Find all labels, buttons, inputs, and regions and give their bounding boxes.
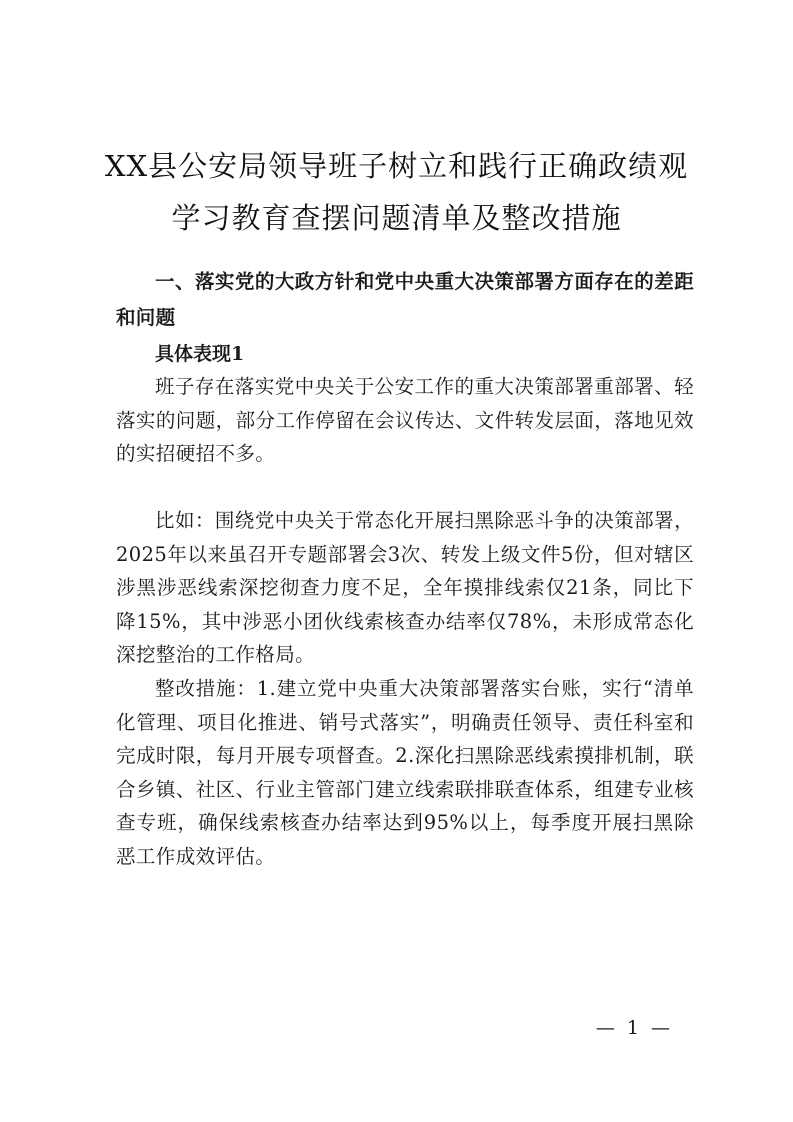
section-heading: 一、落实党的大政方针和党中央重大决策部署方面存在的差距和问题 (116, 270, 694, 329)
paragraph-problem: 班子存在落实党中央关于公安工作的重大决策部署重部署、轻落实的问题，部分工作停留在会议传达、文件转发层面，落地见效的实招硬招不多。 (116, 375, 694, 465)
paragraph-rectification: 整改措施：1.建立党中央重大决策部署落实台账，实行“清单化管理、项目化推进、销号式落实”，明确责任领导、责任科室和完成时限，每月开展专项督查。2.深化扫黑除恶线索摸排机制，联合乡镇、社区、行业主管部门建立线索联排联查体系，组建专业核查专班，确保线索核查办结率达到95%以上，每季度开展扫黑除恶工作成效评估。 (116, 677, 694, 868)
paragraph-example: 比如：围绕党中央关于常态化开展扫黑除恶斗争的决策部署，2025年以来虽召开专题部署会3次、转发上级文件5份，但对辖区涉黑涉恶线索深挖彻查力度不足，全年摸排线索仅21条，同比下降15%，其中涉恶小团伙线索核查办结率仅78%，未形成常态化深挖整治的工作格局。 (116, 509, 694, 666)
page-number: — 1 — (595, 1017, 673, 1039)
subheading: 具体表现1 (155, 343, 245, 365)
document-title-line-2: 学习教育查摆问题清单及整改措施 (171, 201, 622, 235)
document-title-line-1: XX县公安局领导班子树立和践行正确政绩观 (104, 149, 689, 183)
